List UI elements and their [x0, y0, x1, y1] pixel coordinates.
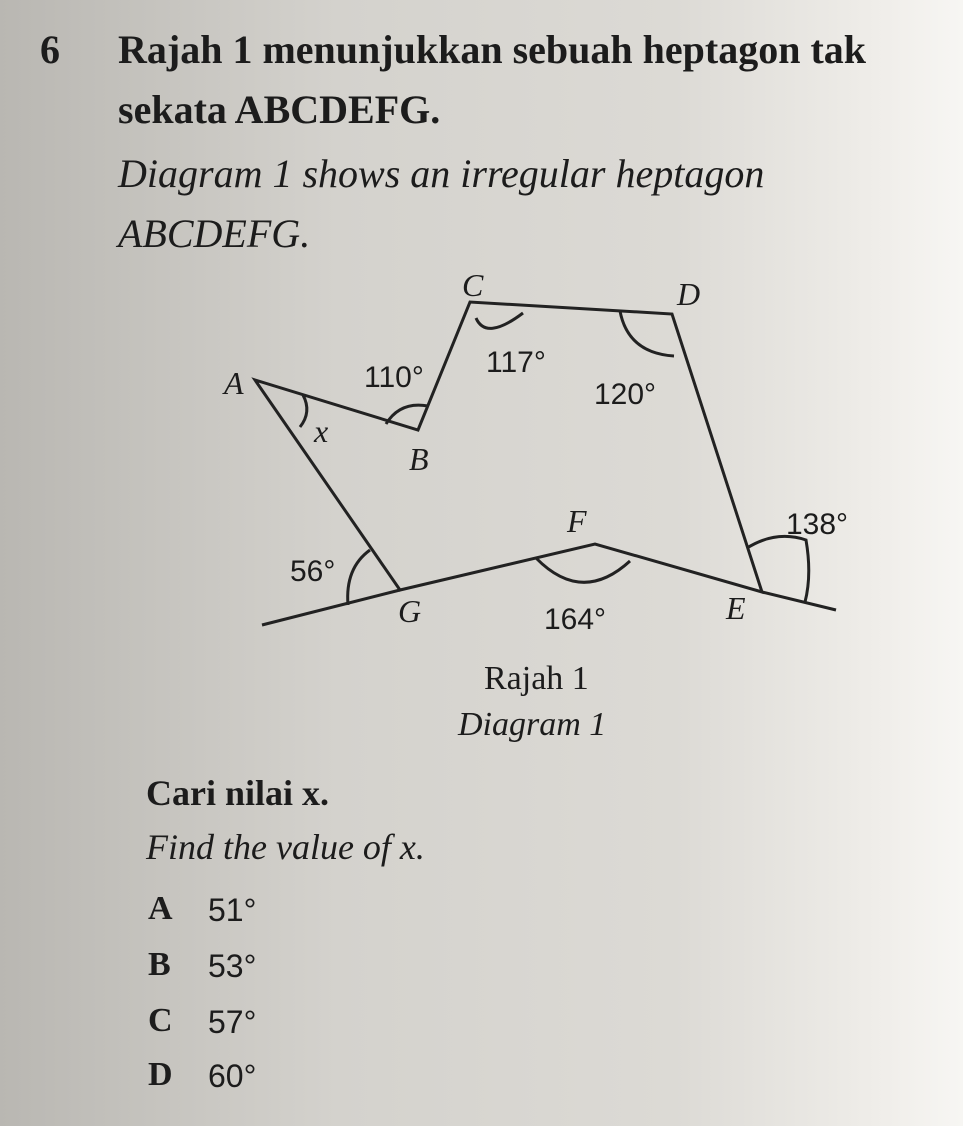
angle-label-d: 120° — [594, 378, 657, 411]
angle-label-f: 164° — [544, 603, 607, 636]
angle-arc-a — [300, 395, 307, 427]
angle-arc-d — [620, 311, 674, 356]
option-d-letter: D — [148, 1056, 173, 1093]
vertex-label-f: F — [567, 503, 587, 539]
angle-label-b: 110° — [364, 361, 424, 394]
vertex-label-g: G — [398, 593, 422, 629]
option-b-value: 53° — [208, 948, 257, 984]
option-a-letter: A — [148, 890, 173, 927]
diagram-caption-english: Diagram 1 — [458, 706, 607, 743]
angle-arc-g — [348, 550, 370, 605]
option-c-value: 57° — [208, 1004, 257, 1040]
option-c-letter: C — [148, 1002, 173, 1039]
prompt-malay: Cari nilai x. — [146, 773, 330, 813]
question-malay-line-2: sekata ABCDEFG. — [118, 87, 441, 132]
unknown-angle-label: x — [314, 413, 329, 449]
diagram-caption-malay: Rajah 1 — [484, 660, 589, 697]
question-english-line-2: ABCDEFG. — [118, 211, 311, 256]
angle-label-e: 138° — [786, 508, 849, 541]
question-malay-line-1: Rajah 1 menunjukkan sebuah heptagon tak — [118, 27, 867, 72]
vertex-label-c: C — [462, 267, 484, 303]
question-english-line-1: Diagram 1 shows an irregular heptagon — [118, 151, 765, 196]
extended-side-g — [262, 590, 400, 625]
angle-label-c: 117° — [486, 346, 546, 379]
vertex-label-e: E — [726, 590, 746, 626]
vertex-label-d: D — [677, 276, 701, 312]
option-b-letter: B — [148, 946, 171, 983]
option-d-value: 60° — [208, 1058, 257, 1094]
prompt-english: Find the value of x. — [146, 827, 425, 867]
angle-arc-c — [476, 313, 523, 328]
vertex-label-b: B — [409, 441, 429, 477]
option-a-value: 51° — [208, 892, 257, 928]
angle-label-g: 56° — [290, 555, 336, 588]
angle-arc-f — [536, 558, 630, 582]
vertex-label-a: A — [224, 365, 244, 401]
question-number: 6 — [40, 27, 60, 72]
extended-side-e — [762, 592, 836, 610]
angle-arc-e — [747, 536, 809, 602]
